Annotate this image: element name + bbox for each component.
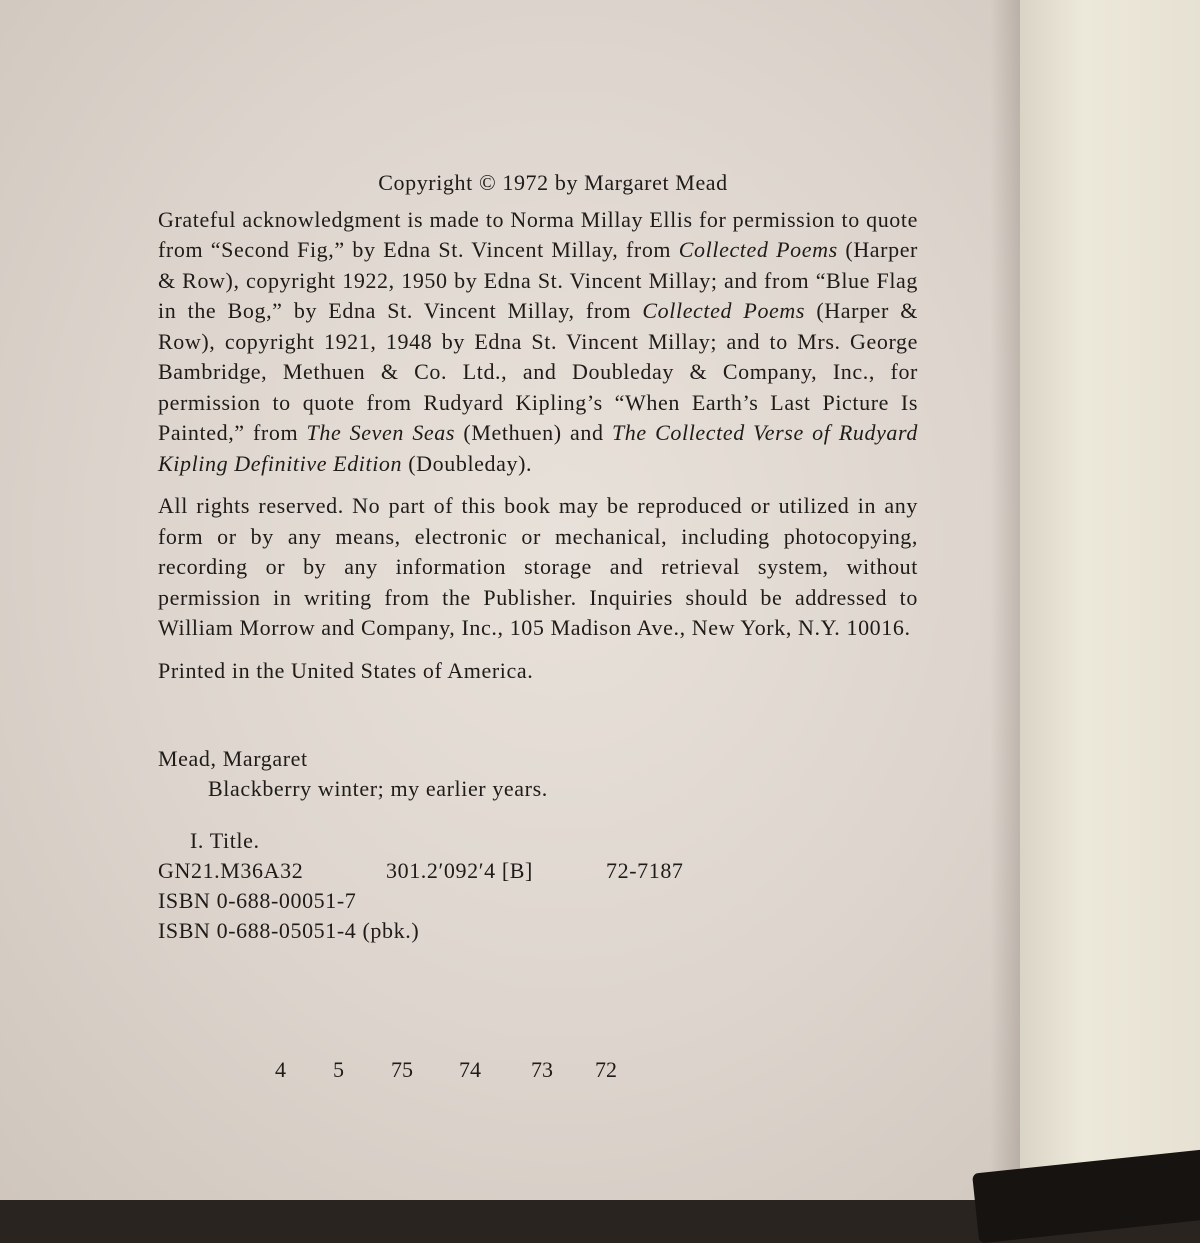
cip-lccn: 72-7187 (606, 858, 684, 883)
printing-number: 4 (275, 1057, 286, 1082)
rights-paragraph: All rights reserved. No part of this book may be reproduced or utilized in any form or by any means, electronic or mechanical, including photocopying, recording or by any information storage and retrieval system, without permission in writing from the Publisher. Inquiries should be addressed to William Morrow and Company, Inc., 105 Madison Ave., New York, N.Y. 10016. (158, 493, 918, 640)
printing-number: 75 (391, 1057, 413, 1082)
cip-author: Mead, Margaret (158, 746, 308, 771)
printing-number: 72 (595, 1057, 617, 1082)
cataloging-block (158, 744, 918, 946)
acknowledgment-text: (Harper & Row), copyright 1921, 1948 by Edna St. Vincent Millay; and to Mrs. George Bambridge, Methuen & Co. Ltd., and Doubleday & Company, Inc., for permission to quote from Rudyard Kipling’s “When Earth’s Last Picture Is Painted,” from (158, 298, 918, 445)
italic-work-title: The Seven Seas (306, 420, 456, 445)
cip-spacer (158, 804, 918, 826)
printing-number: 5 (333, 1057, 344, 1082)
page-gutter-shadow (990, 0, 1020, 1200)
acknowledgment-text: (Methuen) and (455, 420, 612, 445)
cip-isbn-cloth: ISBN 0-688-00051-7 (158, 888, 357, 913)
printing-number: 73 (531, 1057, 553, 1082)
italic-work-title: Collected Poems (642, 298, 806, 323)
copyright-page-text (158, 168, 918, 946)
cip-isbn-pbk: ISBN 0-688-05051-4 (pbk.) (158, 918, 420, 943)
printing-numbers (275, 1057, 635, 1083)
italic-work-title: Collected Poems (678, 237, 838, 262)
cip-title: Blackberry winter; my earlier years. (208, 776, 548, 801)
acknowledgment-text: Grateful acknowledgment is made to Norma Millay Ellis for permission to quote from “Second Fig,” by Edna St. Vincent Millay, from (158, 206, 918, 262)
facing-page-edge (1020, 0, 1200, 1200)
printing-number: 74 (459, 1057, 481, 1082)
printed-in-line: Printed in the United States of America. (158, 657, 534, 683)
italic-work-title: The Collected Verse of Rudyard Kipling Definitive Edition (158, 420, 918, 476)
copyright-line: Copyright © 1972 by Margaret Mead (378, 170, 728, 195)
cip-subject: I. Title. (190, 828, 260, 853)
acknowledgment-text: (Harper & Row), copyright 1922, 1950 by Edna St. Vincent Millay; and from “Blue Flag in the Bog,” by Edna St. Vincent Millay, from (158, 237, 918, 323)
cip-classification: GN21.M36A32 (158, 858, 304, 883)
cip-dewey: 301.2′092′4 [B] (386, 858, 533, 883)
acknowledgment-paragraph (158, 205, 918, 480)
acknowledgment-text: (Doubleday). (402, 450, 533, 476)
cip-classification-row (158, 856, 918, 886)
